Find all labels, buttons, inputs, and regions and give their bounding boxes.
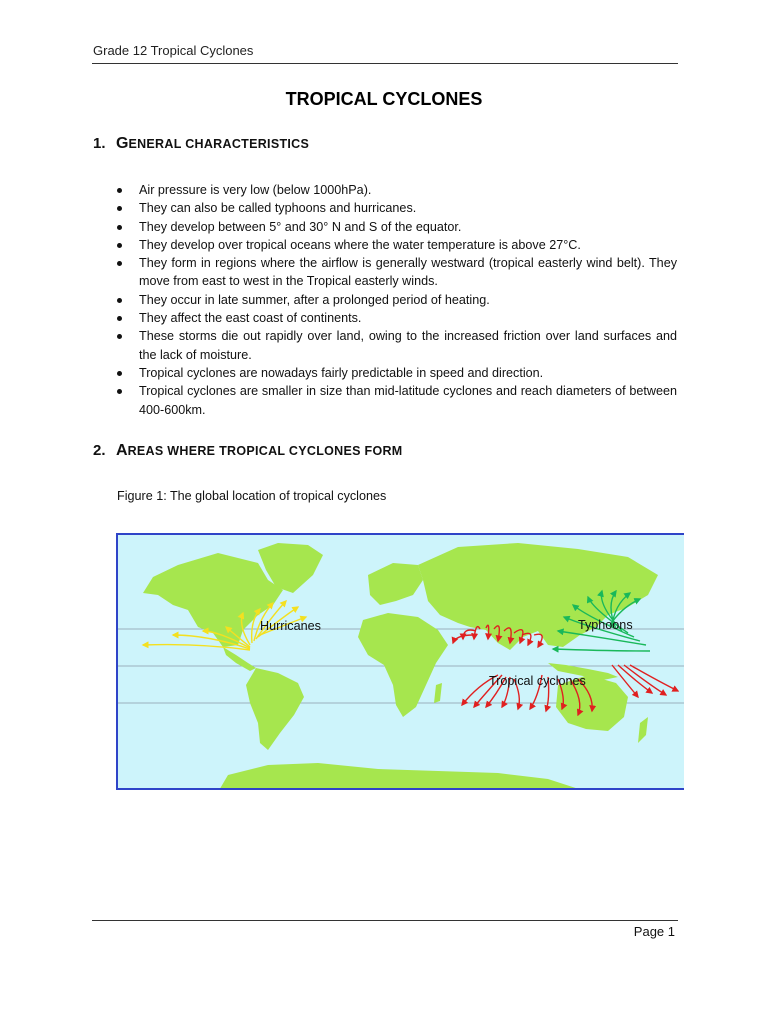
list-item-text: They can also be called typhoons and hurricanes. <box>139 201 417 216</box>
list-item <box>117 364 677 382</box>
section-1-number: 1. <box>93 135 106 152</box>
antarctica <box>218 763 588 790</box>
bullet-icon <box>117 188 122 193</box>
world-map-graphic <box>118 535 684 790</box>
page-number: Page 1 <box>633 924 675 939</box>
list-item-text: Tropical cyclones are smaller in size than mid-latitude cyclones and reach diameters of between 400-600km. <box>139 384 677 417</box>
bullet-icon <box>117 261 122 266</box>
figure-caption: Figure 1: The global location of tropical cyclones <box>117 489 387 503</box>
list-item <box>117 199 677 217</box>
list-item-text: They affect the east coast of continents. <box>139 311 362 326</box>
bullet-icon <box>117 298 122 303</box>
section-1-heading <box>93 135 309 153</box>
section-2-heading-rest: REAS WHERE TROPICAL CYCLONES FORM <box>127 444 403 458</box>
list-item-text: They form in regions where the airflow is generally westward (tropical easterly wind belt). They move from east to west in the Tropical easterly winds. <box>139 256 677 289</box>
south-america <box>246 668 304 750</box>
list-item <box>117 309 677 327</box>
list-item <box>117 382 677 419</box>
list-item <box>117 218 677 236</box>
section-1-heading-initial: G <box>116 135 129 152</box>
bullet-icon <box>117 206 122 211</box>
cyclone-arrow <box>624 665 666 695</box>
madagascar <box>434 683 442 703</box>
header-divider <box>92 63 678 64</box>
tropical-cyclones-label: Tropical cyclones <box>489 674 586 688</box>
typhoons-label: Typhoons <box>578 618 633 632</box>
cyclone-arrow <box>474 627 480 639</box>
central-america <box>223 647 256 671</box>
list-item-text: Air pressure is very low (below 1000hPa). <box>139 183 372 197</box>
list-item <box>117 327 677 364</box>
running-header: Grade 12 Tropical Cyclones <box>93 43 254 58</box>
cyclone-arrow <box>534 634 542 647</box>
world-cyclone-map <box>116 533 684 790</box>
list-item <box>117 254 677 291</box>
bullet-icon <box>117 316 122 321</box>
bullet-icon <box>117 225 122 230</box>
europe <box>368 563 423 605</box>
bullet-icon <box>117 243 122 248</box>
document-title: TROPICAL CYCLONES <box>285 89 483 109</box>
list-item-text: They develop between 5° and 30° N and S of the equator. <box>139 219 462 234</box>
list-item <box>117 291 677 309</box>
land-masses <box>143 543 658 790</box>
section-2-number: 2. <box>93 442 106 459</box>
list-item-text: These storms die out rapidly over land, owing to the increased friction over land surfaces and the lack of moisture. <box>139 329 677 362</box>
list-item-text: Tropical cyclones are nowadays fairly predictable in speed and direction. <box>139 365 544 380</box>
section-2-heading-initial: A <box>116 442 128 459</box>
list-item-text: They develop over tropical oceans where the water temperature is above 27°C. <box>139 237 581 252</box>
list-item <box>117 181 677 199</box>
bullet-icon <box>117 371 122 376</box>
hurricanes-label: Hurricanes <box>260 619 321 633</box>
characteristics-list <box>117 181 677 419</box>
typhoon-arrow <box>553 649 650 651</box>
section-1-heading-rest: ENERAL CHARACTERISTICS <box>128 137 310 151</box>
bullet-icon <box>117 334 122 339</box>
section-2-heading <box>93 442 403 460</box>
footer-divider <box>92 920 678 921</box>
list-item <box>117 236 677 254</box>
new-zealand <box>638 717 648 743</box>
bullet-icon <box>117 389 122 394</box>
list-item-text: They occur in late summer, after a prolonged period of heating. <box>139 292 490 307</box>
